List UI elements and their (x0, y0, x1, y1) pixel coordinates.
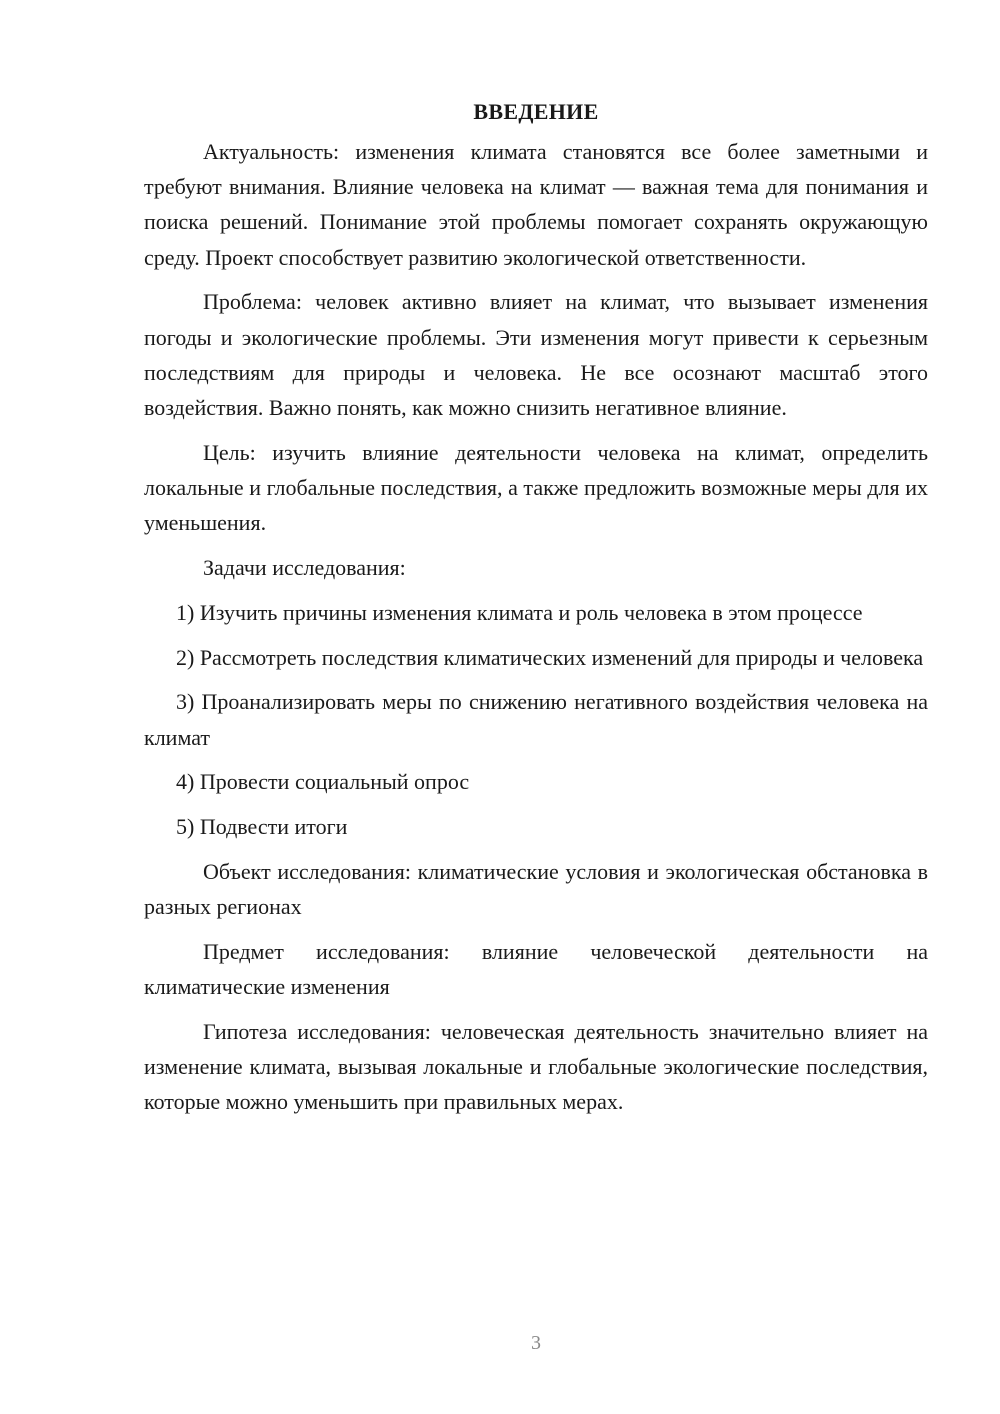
task-item-5: 5) Подвести итоги (176, 814, 348, 840)
hypothesis-paragraph: Гипотеза исследования: человеческая деятельность значительно влияет на изменение климата, вызывая локальные и глобальные экологические последствия, которые можно уменьшить при правильных мерах. (144, 1019, 928, 1115)
tasks-title: Задачи исследования: (203, 555, 406, 581)
subject-paragraph: Предмет исследования: влияние человеческой деятельности на климатические изменения (144, 939, 928, 1000)
task-item-2: 2) Рассмотреть последствия климатических изменений для природы и человека (176, 644, 924, 670)
task-item-3: 3) Проанализировать меры по снижению негативного воздействия человека на климат (144, 689, 928, 750)
goal-paragraph: Цель: изучить влияние деятельности человека на климат, определить локальные и глобальные последствия, а также предложить возможные меры для их уменьшения. (144, 439, 928, 536)
document-page (144, 96, 928, 1120)
task-item-4: 4) Провести социальный опрос (176, 769, 470, 795)
relevance-paragraph: Актуальность: изменения климата становятся все более заметными и требуют внимания. Влияние человека на климат — важная тема для понимания и поиска решений. Понимание этой проблемы помогает сохранять окружающую среду. Проект способствует развитию экологической ответственности. (144, 139, 928, 270)
task-item-1: 1) Изучить причины изменения климата и роль человека в этом процессе (176, 599, 863, 625)
section-heading: ВВЕДЕНИЕ (473, 99, 599, 124)
page-number: 3 (531, 1332, 541, 1354)
object-paragraph: Объект исследования: климатические условия и экологическая обстановка в разных регионах (144, 859, 928, 920)
problem-paragraph: Проблема: человек активно влияет на климат, что вызывает изменения погоды и экологические проблемы. Эти изменения могут привести к серьезным последствиям для природы и человека. Не все осознают масштаб этого воздействия. Важно понять, как можно снизить негативное влияние. (144, 289, 928, 421)
